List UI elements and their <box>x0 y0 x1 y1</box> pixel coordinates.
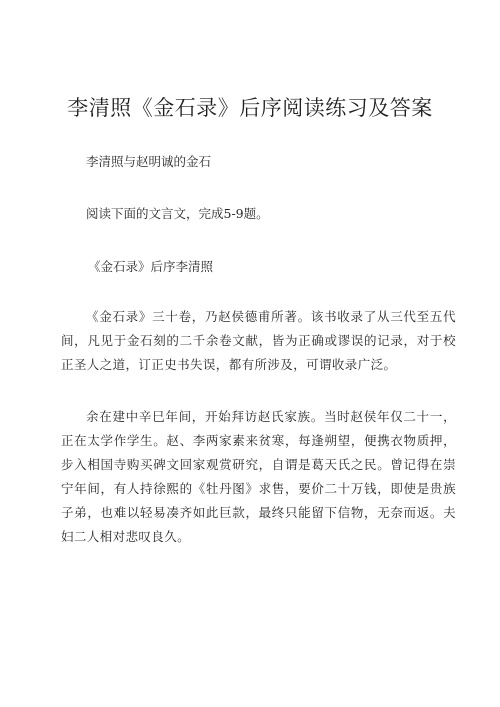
paragraph-1: 《金石录》三十卷，乃赵侯德甫所著。该书收录了从三代至五代间，凡见于金石刻的二千余卷文献，皆为正确或谬误的记录，对于校正圣人之道，订正史书失误，都有所涉及，可谓收录广泛。 <box>61 309 456 372</box>
paragraph-2: 余在建中辛巳年间，开始拜访赵氏家族。当时赵侯年仅二十一，正在太学作学生。赵、李两家素来贫寒，每逢朔望，便携衣物质押，步入相国寺购买碑文回家观赏研究，自谓是葛天氏之民。曾记得在崇宁年间，有人持徐熙的《牡丹图》求售，要价二十万钱，即使是贵族子弟，也难以轻易凑齐如此巨款，最终只能留下信物，无奈而返。夫妇二人相对悲叹良久。 <box>61 409 456 544</box>
document-subtitle: 李清照与赵明诚的金石 <box>86 154 212 169</box>
text-heading: 《金石录》后序李清照 <box>88 259 214 274</box>
document-title: 李清照《金石录》后序阅读练习及答案 <box>67 96 433 120</box>
instruction-text: 阅读下面的文言文，完成5-9题。 <box>86 206 269 221</box>
